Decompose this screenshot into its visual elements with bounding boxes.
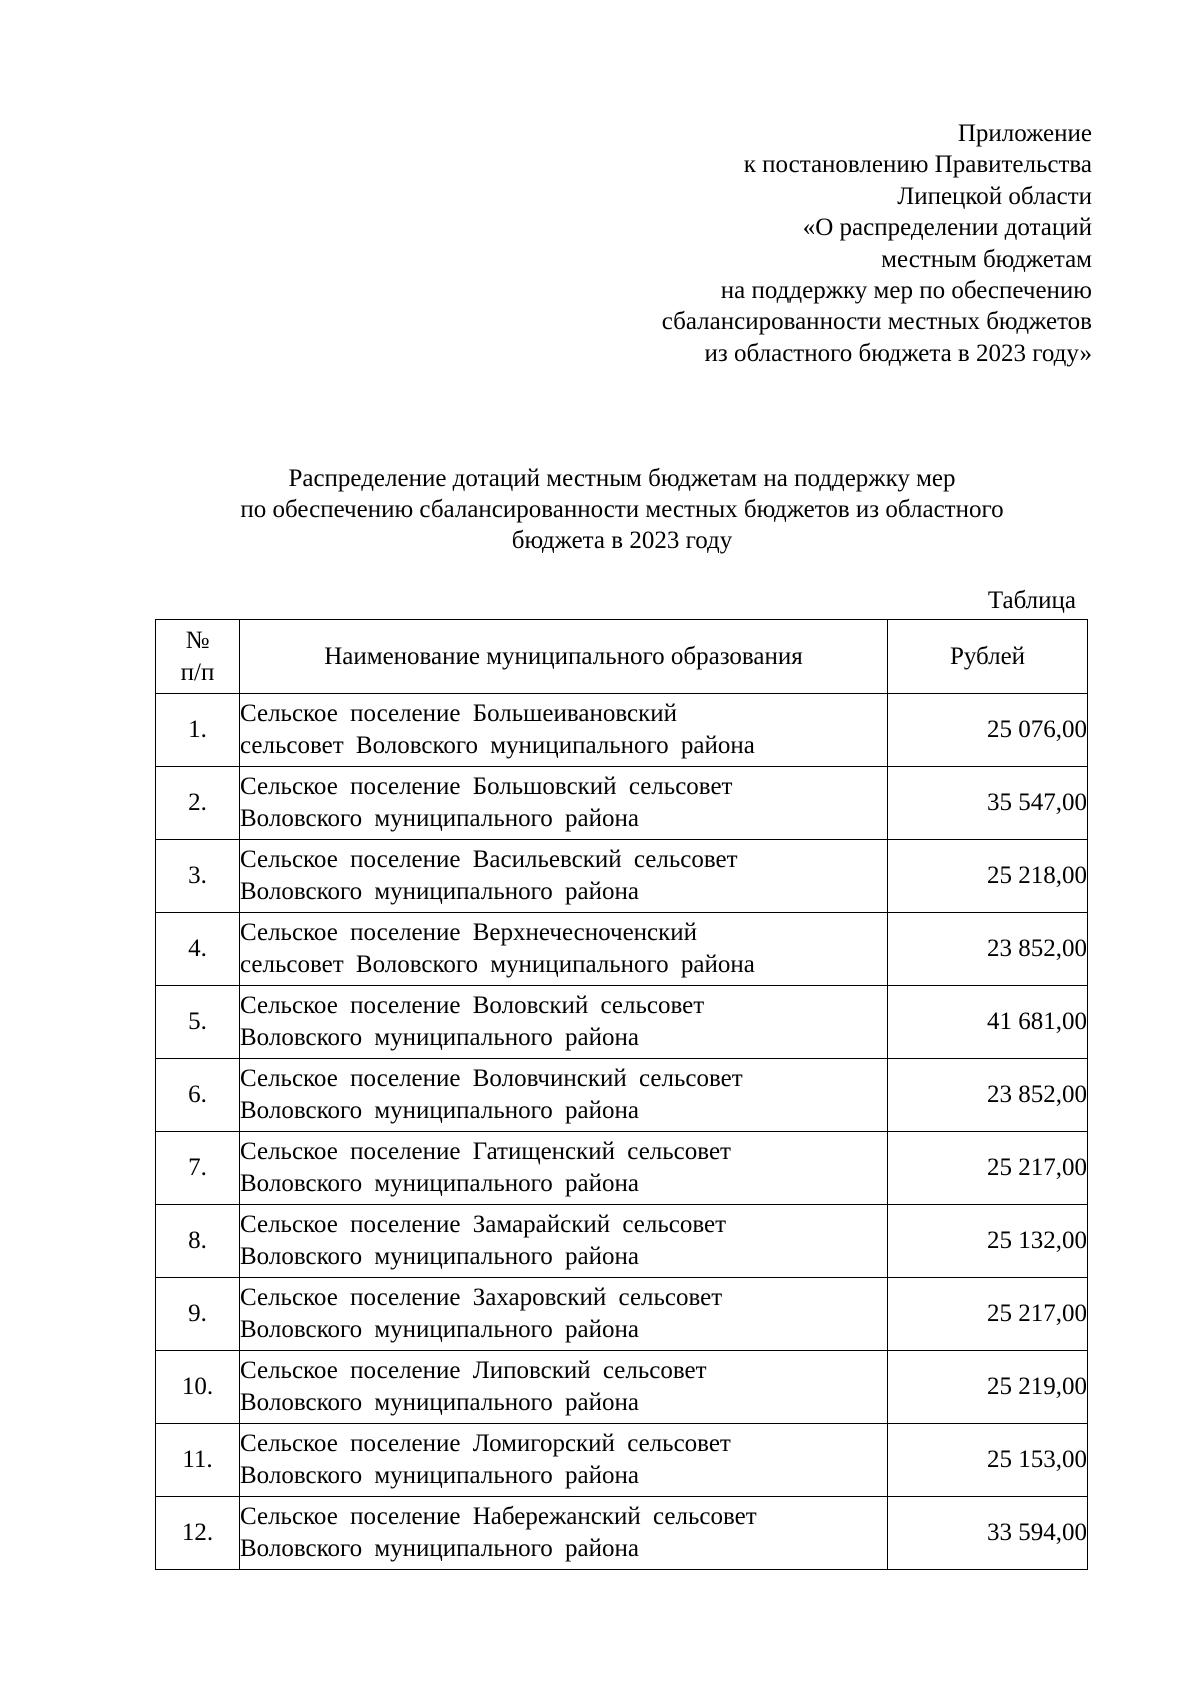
header-number bbox=[156, 620, 240, 694]
distribution-table bbox=[155, 619, 1088, 1570]
municipality-line: Воловского муниципального района bbox=[240, 1316, 639, 1343]
row-number: 10. bbox=[156, 1351, 240, 1424]
appendix-line: на поддержку мер по обеспечению bbox=[720, 277, 1092, 305]
table-row bbox=[156, 913, 1088, 986]
municipality-line: сельсовет Воловского муниципального района bbox=[240, 951, 755, 978]
municipality-line: Сельское поселение Воловский сельсовет bbox=[240, 992, 705, 1019]
row-number: 1. bbox=[156, 694, 240, 767]
row-municipality bbox=[240, 1059, 888, 1132]
appendix-line: местным бюджетам bbox=[881, 245, 1092, 273]
municipality-line: Сельское поселение Васильевский сельсовет bbox=[240, 846, 738, 873]
municipality-line: Сельское поселение Захаровский сельсовет bbox=[240, 1284, 723, 1311]
table-row bbox=[156, 694, 1088, 767]
municipality-line: сельсовет Воловского муниципального района bbox=[240, 732, 755, 759]
title-line: Распределение дотаций местным бюджетам на поддержку мер bbox=[288, 465, 956, 492]
municipality-line: Воловского муниципального района bbox=[240, 1170, 639, 1197]
appendix-line: «О распределении дотаций bbox=[802, 214, 1092, 242]
row-number: 2. bbox=[156, 767, 240, 840]
row-amount: 25 076,00 bbox=[888, 694, 1088, 767]
row-amount: 33 594,00 bbox=[888, 1497, 1088, 1570]
table-body bbox=[156, 694, 1088, 1570]
header-amount: Рублей bbox=[888, 620, 1088, 694]
appendix-line: из областного бюджета в 2023 году» bbox=[704, 339, 1092, 367]
municipality-line: Воловского муниципального района bbox=[240, 1024, 639, 1051]
row-amount: 35 547,00 bbox=[888, 767, 1088, 840]
municipality-line: Сельское поселение Большовский сельсовет bbox=[240, 773, 733, 800]
appendix-line: к постановлению Правительства bbox=[743, 151, 1092, 179]
row-number: 11. bbox=[156, 1424, 240, 1497]
row-municipality bbox=[240, 1497, 888, 1570]
appendix-line: Липецкой области bbox=[897, 182, 1092, 210]
row-municipality bbox=[240, 840, 888, 913]
row-amount: 41 681,00 bbox=[888, 986, 1088, 1059]
table-row bbox=[156, 1351, 1088, 1424]
municipality-line: Сельское поселение Воловчинский сельсовет bbox=[240, 1065, 743, 1092]
municipality-line: Сельское поселение Верхнечесноченский bbox=[240, 919, 698, 946]
row-amount: 25 217,00 bbox=[888, 1132, 1088, 1205]
row-number: 7. bbox=[156, 1132, 240, 1205]
municipality-line: Воловского муниципального района bbox=[240, 805, 639, 832]
table-caption: Таблица bbox=[987, 587, 1076, 614]
table-row bbox=[156, 1205, 1088, 1278]
header-municipality: Наименование муниципального образования bbox=[240, 620, 888, 694]
table-row bbox=[156, 1278, 1088, 1351]
row-number: 3. bbox=[156, 840, 240, 913]
row-municipality bbox=[240, 913, 888, 986]
table-row bbox=[156, 767, 1088, 840]
municipality-line: Воловского муниципального района bbox=[240, 878, 639, 905]
row-amount: 23 852,00 bbox=[888, 913, 1088, 986]
municipality-line: Сельское поселение Большеивановский bbox=[240, 700, 677, 727]
municipality-line: Сельское поселение Гатищенский сельсовет bbox=[240, 1138, 731, 1165]
row-amount: 25 219,00 bbox=[888, 1351, 1088, 1424]
municipality-line: Сельское поселение Замарайский сельсовет bbox=[240, 1211, 726, 1238]
appendix-header bbox=[662, 118, 1092, 369]
table-row bbox=[156, 1424, 1088, 1497]
row-number: 9. bbox=[156, 1278, 240, 1351]
municipality-line: Сельское поселение Ломигорский сельсовет bbox=[240, 1430, 731, 1457]
row-municipality bbox=[240, 1424, 888, 1497]
municipality-line: Воловского муниципального района bbox=[240, 1462, 639, 1489]
row-municipality bbox=[240, 1351, 888, 1424]
municipality-line: Сельское поселение Липовский сельсовет bbox=[240, 1357, 707, 1384]
document-title bbox=[150, 463, 1094, 556]
table-row bbox=[156, 1497, 1088, 1570]
table-row bbox=[156, 986, 1088, 1059]
row-amount: 23 852,00 bbox=[888, 1059, 1088, 1132]
municipality-line: Воловского муниципального района bbox=[240, 1243, 639, 1270]
municipality-line: Воловского муниципального района bbox=[240, 1535, 639, 1562]
table-row bbox=[156, 840, 1088, 913]
row-municipality bbox=[240, 1205, 888, 1278]
row-amount: 25 153,00 bbox=[888, 1424, 1088, 1497]
title-line: по обеспечению сбалансированности местных бюджетов из областного bbox=[240, 496, 1004, 523]
row-number: 5. bbox=[156, 986, 240, 1059]
header-number-symbol: № bbox=[185, 626, 210, 654]
row-number: 6. bbox=[156, 1059, 240, 1132]
table-row bbox=[156, 1059, 1088, 1132]
appendix-line: Приложение bbox=[957, 120, 1092, 147]
row-number: 12. bbox=[156, 1497, 240, 1570]
row-number: 4. bbox=[156, 913, 240, 986]
header-number-abbr: п/п bbox=[180, 658, 215, 686]
title-line: бюджета в 2023 году bbox=[511, 527, 733, 554]
row-amount: 25 132,00 bbox=[888, 1205, 1088, 1278]
appendix-line: сбалансированности местных бюджетов bbox=[661, 308, 1092, 336]
row-municipality bbox=[240, 694, 888, 767]
municipality-line: Сельское поселение Набережанский сельсовет bbox=[240, 1503, 757, 1530]
row-municipality bbox=[240, 767, 888, 840]
row-amount: 25 217,00 bbox=[888, 1278, 1088, 1351]
row-municipality bbox=[240, 1132, 888, 1205]
municipality-line: Воловского муниципального района bbox=[240, 1097, 639, 1124]
table-row bbox=[156, 1132, 1088, 1205]
row-amount: 25 218,00 bbox=[888, 840, 1088, 913]
table-header-row bbox=[156, 620, 1088, 694]
row-municipality bbox=[240, 1278, 888, 1351]
municipality-line: Воловского муниципального района bbox=[240, 1389, 639, 1416]
row-municipality bbox=[240, 986, 888, 1059]
row-number: 8. bbox=[156, 1205, 240, 1278]
